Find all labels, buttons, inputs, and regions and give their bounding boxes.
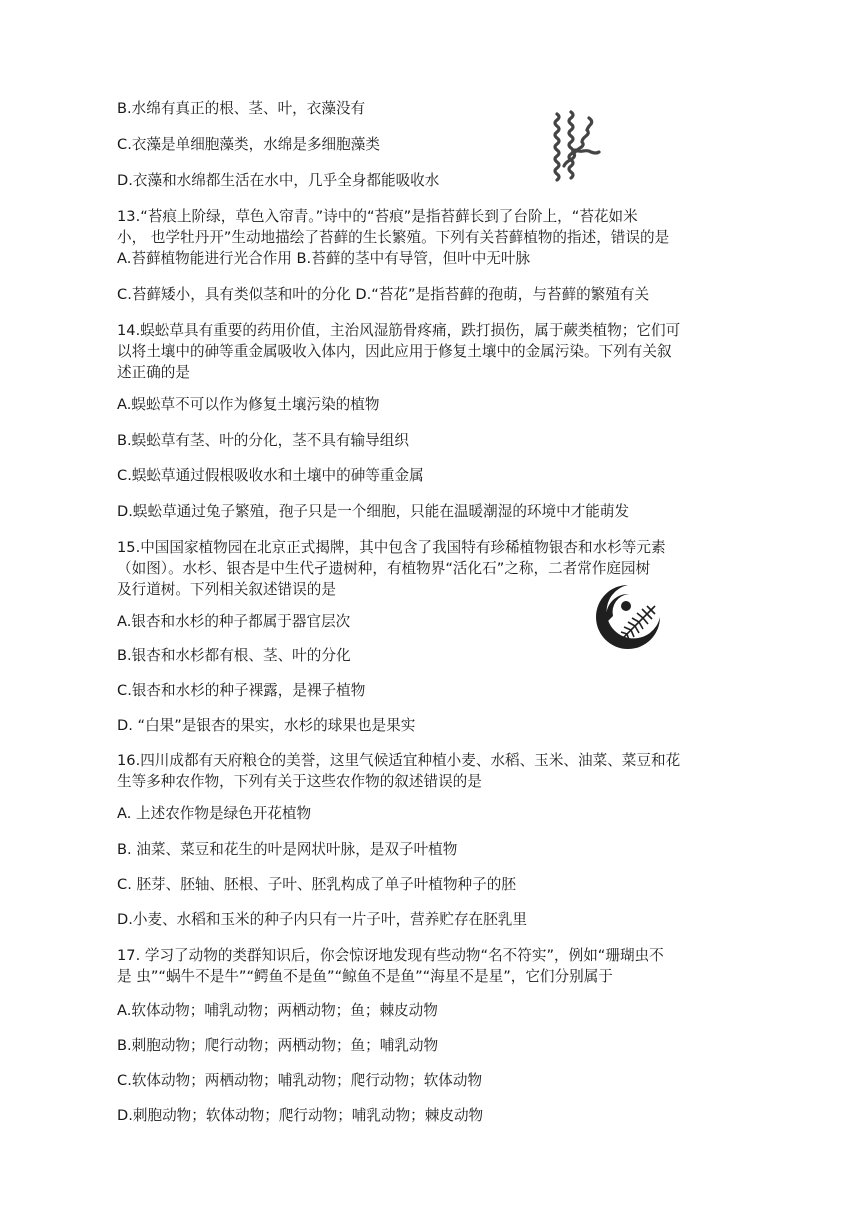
q15-stem-line-1: 15.中国国家植物园在北京正式揭牌，其中包含了我国特有珍稀植物银杏和水杉等元素 <box>117 539 666 556</box>
q14-option-b: B.蜈蚣草有茎、叶的分化，茎不具有输导组织 <box>117 432 409 449</box>
q16-option-c: C. 胚芽、胚轴、胚根、子叶、胚乳构成了单子叶植物种子的胚 <box>117 876 516 893</box>
q17-stem-line-1: 17. 学习了动物的类群知识后，你会惊讶地发现有些动物“名不符实”，例如“珊瑚虫不 <box>117 947 664 964</box>
q15-stem-line-2: （如图）。水杉、银杏是中生代孑遗树种，有植物界“活化石”之称，二者常作庭园树 <box>117 560 651 577</box>
q13-stem-line-2: 小， 也学牡丹开”生动地描绘了苔藓的生长繁殖。下列有关苔藓植物的指述，错误的是 <box>117 229 670 246</box>
q15-stem-line-3: 及行道树。下列相关叙述错误的是 <box>117 581 336 598</box>
q17-stem-line-2: 是 虫”“蜗牛不是牛”“鳄鱼不是鱼”“鲸鱼不是鱼”“海星不是星”，它们分别属于 <box>117 968 613 985</box>
q17-option-d: D.刺胞动物；软体动物；爬行动物；哺乳动物；棘皮动物 <box>117 1107 484 1124</box>
q16-option-a: A. 上述农作物是绿色开花植物 <box>117 805 312 822</box>
q14-option-c: C.蜈蚣草通过假根吸收水和土壤中的砷等重金属 <box>117 467 424 484</box>
q16-stem-line-1: 16.四川成都有天府粮仓的美誉，这里气候适宜种植小麦、水稻、玉米、油菜、菜豆和花 <box>117 752 681 769</box>
q14-stem-line-2: 以将土壤中的砷等重金属吸收入体内，因此应用于修复土壤中的金属污染。下列有关叙 <box>117 343 672 360</box>
botanical-garden-logo <box>593 582 663 652</box>
q15-option-a: A.银杏和水杉的种子都属于器官层次 <box>117 613 351 630</box>
q16-option-b: B. 油菜、菜豆和花生的叶是网状叶脉，是双子叶植物 <box>117 841 458 858</box>
q14-option-d: D.蜈蚣草通过兔子繁殖，孢子只是一个细胞，只能在温暖潮湿的环境中才能萌发 <box>117 503 630 520</box>
q15-option-b: B.银杏和水杉都有根、茎、叶的分化 <box>117 647 351 664</box>
algae-figure <box>545 110 605 182</box>
q13-stem-line-1: 13.“苔痕上阶绿，草色入帘青。”诗中的“苔痕”是指苔藓长到了台阶上，“苔花如米 <box>117 208 638 225</box>
q12-option-d: D.衣藻和水绵都生活在水中，几乎全身都能吸收水 <box>117 172 440 189</box>
q12-option-b: B.水绵有真正的根、茎、叶，衣藻没有 <box>117 100 366 117</box>
q17-option-b: B.刺胞动物；爬行动物；两栖动物；鱼；哺乳动物 <box>117 1037 439 1054</box>
q15-option-d: D. “白果”是银杏的果实，水杉的球果也是果实 <box>117 717 416 734</box>
q16-stem-line-2: 生等多种农作物，下列有关于这些农作物的叙述错误的是 <box>117 773 482 790</box>
q14-option-a: A.蜈蚣草不可以作为修复土壤污染的植物 <box>117 396 380 413</box>
q15-option-c: C.银杏和水杉的种子裸露，是裸子植物 <box>117 682 366 699</box>
q16-option-d: D.小麦、水稻和玉米的种子内只有一片子叶，营养贮存在胚乳里 <box>117 911 527 928</box>
q14-stem-line-3: 述正确的是 <box>117 364 190 381</box>
q14-stem-line-1: 14.蜈蚣草具有重要的药用价值，主治风湿筋骨疼痛，跌打损伤，属于蕨类植物；它们可 <box>117 322 681 339</box>
q13-options-line-2: C.苔藓矮小，具有类似茎和叶的分化 D.“苔花”是指苔藓的孢萌，与苔藓的繁殖有关 <box>117 286 650 303</box>
q12-option-c: C.衣藻是单细胞藻类，水绵是多细胞藻类 <box>117 136 380 153</box>
q13-options-line-1: A.苔藓植物能进行光合作用 B.苔藓的茎中有导管，但叶中无叶脉 <box>117 250 531 267</box>
q17-option-c: C.软体动物；两栖动物；哺乳动物；爬行动物；软体动物 <box>117 1072 483 1089</box>
q17-option-a: A.软体动物；哺乳动物；两栖动物；鱼；棘皮动物 <box>117 1002 438 1019</box>
